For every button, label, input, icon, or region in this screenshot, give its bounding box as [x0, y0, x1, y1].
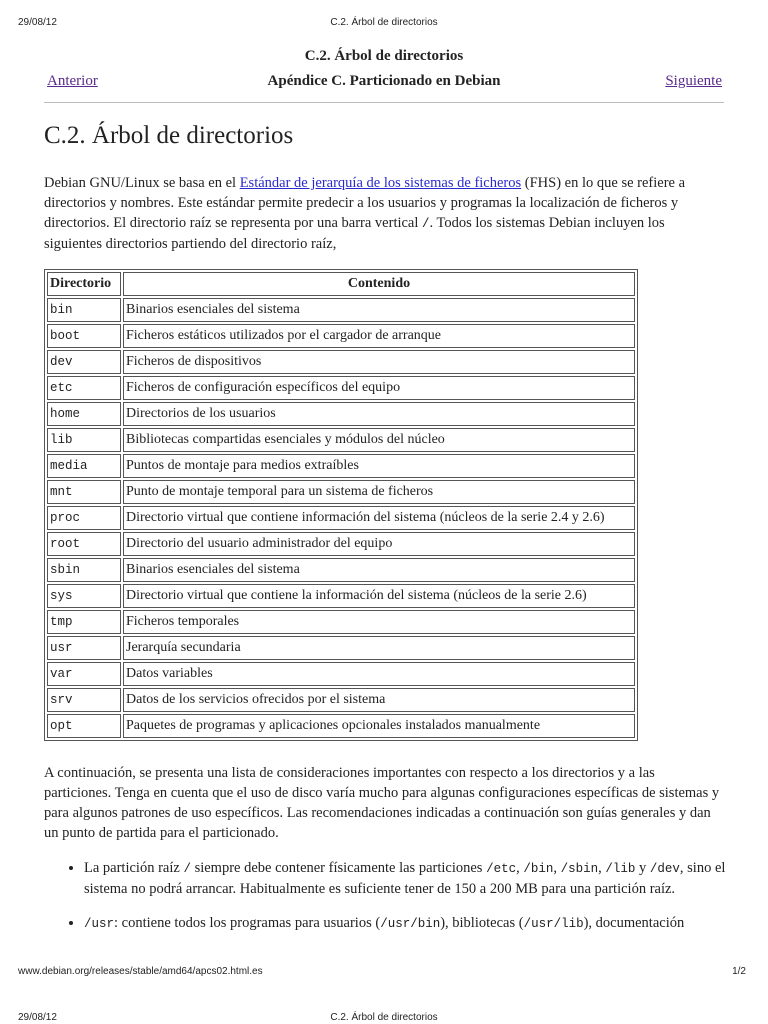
- list-item: • /usr: contiene todos los programas para usuarios (/usr/bin), bibliotecas (/usr/lib), documentación: [84, 913, 764, 934]
- directory-cell: opt: [47, 714, 121, 738]
- nav-subtitle: Apéndice C. Particionado en Debian: [267, 73, 501, 89]
- content-cell: Jerarquía secundaria: [123, 636, 635, 660]
- footer-url: www.debian.org/releases/stable/amd64/apcs02.html.es: [18, 966, 263, 977]
- table-row: [47, 298, 635, 322]
- nav-divider: [44, 102, 724, 103]
- table-row: [47, 402, 635, 426]
- print-title-next-page: C.2. Árbol de directorios: [330, 1012, 438, 1023]
- table-row: [47, 428, 635, 452]
- table-row: [47, 506, 635, 530]
- directory-cell: mnt: [47, 480, 121, 504]
- table-row: [47, 662, 635, 686]
- nav-title: C.2. Árbol de directorios: [304, 48, 464, 64]
- table-row: [47, 350, 635, 374]
- content-cell: Directorio del usuario administrador del equipo: [123, 532, 635, 556]
- directory-cell: boot: [47, 324, 121, 348]
- content-cell: Ficheros temporales: [123, 610, 635, 634]
- content-cell: Directorio virtual que contiene la información del sistema (núcleos de la serie 2.6): [123, 584, 635, 608]
- table-row: [47, 688, 635, 712]
- column-header: Directorio: [47, 272, 121, 296]
- intro-paragraph: Debian GNU/Linux se basa en el Estándar de jerarquía de los sistemas de ficheros (FHS) en lo que se refiere a directorios y nombres. Este estándar permite predecir a los usuarios y programas la localización de ficheros y directorios. El directorio raíz se representa por una barra vertical /. Todos los sistemas Debian incluyen los siguientes directorios partiendo del directorio raíz,: [44, 175, 686, 252]
- directory-cell: media: [47, 454, 121, 478]
- directory-cell: dev: [47, 350, 121, 374]
- directory-cell: home: [47, 402, 121, 426]
- list-item: • La partición raíz / siempre debe contener físicamente las particiones /etc, /bin, /sbin, /lib y /dev, sino el sistema no podrá arrancar. Habitualmente es suficiente tener de 150 a 200 MB para una partición raíz.: [84, 858, 764, 899]
- directory-cell: lib: [47, 428, 121, 452]
- directory-cell: root: [47, 532, 121, 556]
- print-title: C.2. Árbol de directorios: [330, 17, 438, 28]
- table-row: [47, 376, 635, 400]
- table-row: [47, 532, 635, 556]
- table-header-row: [47, 272, 635, 296]
- content-cell: Ficheros de dispositivos: [123, 350, 635, 374]
- directory-cell: var: [47, 662, 121, 686]
- print-date: 29/08/12: [18, 17, 57, 28]
- next-link[interactable]: Siguiente: [665, 73, 722, 89]
- directory-cell: etc: [47, 376, 121, 400]
- table-row: [47, 454, 635, 478]
- directory-cell: proc: [47, 506, 121, 530]
- print-date-next-page: 29/08/12: [18, 1012, 57, 1023]
- content-cell: Binarios esenciales del sistema: [123, 558, 635, 582]
- content-cell: Binarios esenciales del sistema: [123, 298, 635, 322]
- table-row: [47, 584, 635, 608]
- directory-cell: bin: [47, 298, 121, 322]
- directory-cell: srv: [47, 688, 121, 712]
- page-title: C.2. Árbol de directorios: [44, 122, 294, 149]
- directory-cell: sys: [47, 584, 121, 608]
- table-row: [47, 636, 635, 660]
- content-cell: Puntos de montaje para medios extraíbles: [123, 454, 635, 478]
- previous-link[interactable]: Anterior: [47, 73, 98, 89]
- table-row: [47, 714, 635, 738]
- content-cell: Datos variables: [123, 662, 635, 686]
- content-cell: Punto de montaje temporal para un sistema de ficheros: [123, 480, 635, 504]
- content-cell: Directorios de los usuarios: [123, 402, 635, 426]
- content-cell: Datos de los servicios ofrecidos por el sistema: [123, 688, 635, 712]
- table-row: [47, 324, 635, 348]
- table-row: [47, 610, 635, 634]
- directory-cell: sbin: [47, 558, 121, 582]
- content-cell: Bibliotecas compartidas esenciales y módulos del núcleo: [123, 428, 635, 452]
- column-header: Contenido: [123, 272, 635, 296]
- content-cell: Paquetes de programas y aplicaciones opcionales instalados manualmente: [123, 714, 635, 738]
- directory-table: [44, 269, 638, 741]
- table-row: [47, 558, 635, 582]
- fhs-link[interactable]: Estándar de jerarquía de los sistemas de ficheros: [239, 175, 522, 191]
- directory-cell: usr: [47, 636, 121, 660]
- content-cell: Directorio virtual que contiene información del sistema (núcleos de la serie 2.4 y 2.6): [123, 506, 635, 530]
- footer-page-number: 1/2: [732, 966, 746, 977]
- table-row: [47, 480, 635, 504]
- considerations-list: [44, 858, 764, 948]
- content-cell: Ficheros estáticos utilizados por el cargador de arranque: [123, 324, 635, 348]
- content-cell: Ficheros de configuración específicos del equipo: [123, 376, 635, 400]
- considerations-paragraph: A continuación, se presenta una lista de consideraciones importantes con respecto a los directorios y a las particiones. Tenga en cuenta que el uso de disco varía mucho para algunas configuraciones específicas de sistemas y para algunos patrones de uso específicos. Las recomendaciones indicadas a continuación son guías generales y dan un punto de partida para el particionado.: [44, 765, 720, 841]
- directory-cell: tmp: [47, 610, 121, 634]
